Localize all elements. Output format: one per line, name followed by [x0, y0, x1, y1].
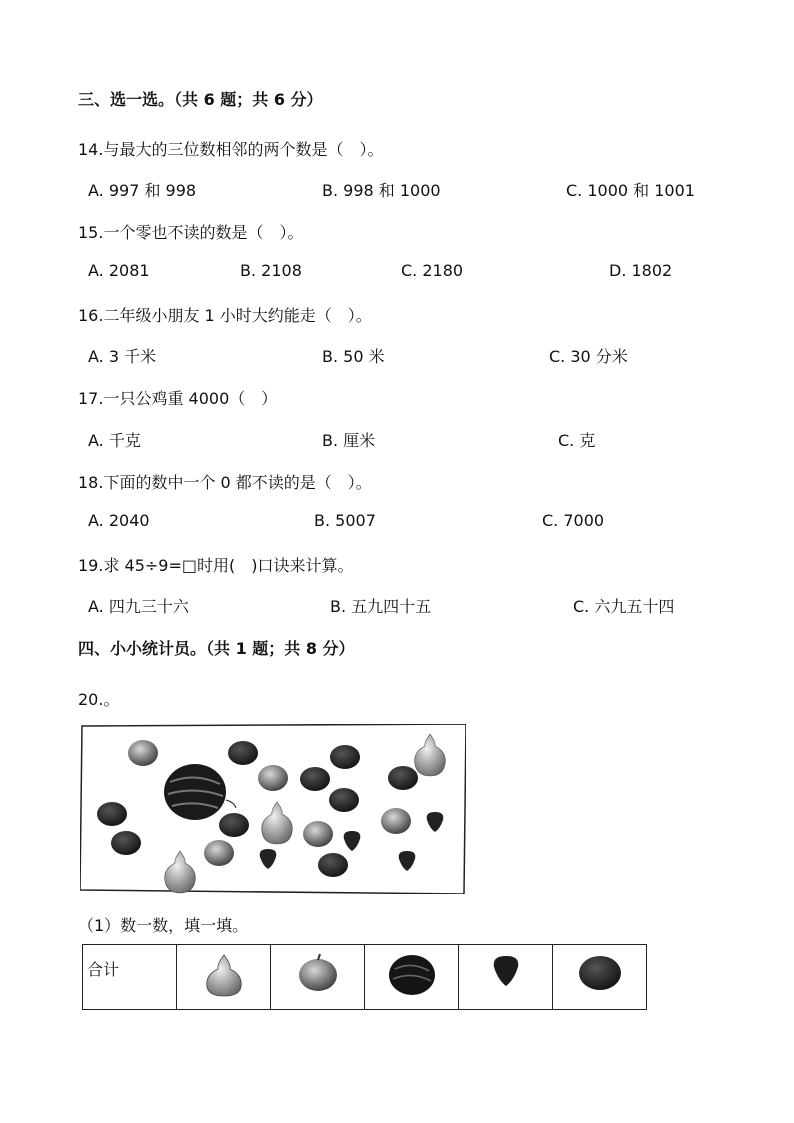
question-17: 17.一只公鸡重 4000（ ）: [78, 389, 278, 408]
strawberry-cell[interactable]: [459, 945, 553, 1010]
section-title: 四、小小统计员。（共 1 题；共 8 分）: [78, 639, 355, 658]
option-b: B. 厘米: [322, 431, 376, 450]
option-a: A. 2081: [88, 261, 150, 280]
option-a: A. 千克: [88, 431, 141, 450]
question-15: 15.一个零也不读的数是（ ）。: [78, 223, 304, 242]
orange-icon: [577, 953, 623, 993]
strawberry-icon: [491, 953, 521, 989]
option-b: B. 五九四十五: [330, 597, 432, 616]
sub-question-1: （1）数一数，填一填。: [78, 916, 249, 935]
option-c: C. 30 分米: [549, 347, 628, 366]
option-c: C. 六九五十四: [573, 597, 675, 616]
option-b: B. 5007: [314, 511, 376, 530]
question-18: 18.下面的数中一个 0 都不读的是（ ）。: [78, 473, 372, 492]
orange-cell[interactable]: [553, 945, 647, 1010]
question-20: 20.。: [78, 690, 120, 709]
option-a: A. 2040: [88, 511, 150, 530]
watermelon-icon: [387, 953, 437, 997]
apple-cell[interactable]: [271, 945, 365, 1010]
option-c: C. 克: [558, 431, 596, 450]
option-c: C. 1000 和 1001: [566, 181, 695, 200]
count-table: [82, 944, 647, 1010]
fruit-picture: [80, 724, 466, 894]
pear-icon: [204, 953, 244, 997]
option-a: A. 3 千米: [88, 347, 157, 366]
option-a: A. 四九三十六: [88, 597, 189, 616]
option-c: C. 7000: [542, 511, 605, 530]
total-label: 合计: [83, 945, 177, 1010]
watermelon-cell[interactable]: [365, 945, 459, 1010]
table-row: [83, 945, 647, 1010]
option-d: D. 1802: [609, 261, 673, 280]
option-a: A. 997 和 998: [88, 181, 197, 200]
option-b: B. 998 和 1000: [322, 181, 441, 200]
option-b: B. 2108: [240, 261, 302, 280]
option-c: C. 2180: [401, 261, 464, 280]
apple-icon: [296, 953, 340, 993]
question-19: 19.求 45÷9=□时用( )口诀来计算。: [78, 556, 354, 575]
section-title: 三、选一选。（共 6 题；共 6 分）: [78, 90, 323, 109]
question-16: 16.二年级小朋友 1 小时大约能走（ ）。: [78, 306, 372, 325]
pear-cell[interactable]: [177, 945, 271, 1010]
option-b: B. 50 米: [322, 347, 385, 366]
question-14: 14.与最大的三位数相邻的两个数是（ ）。: [78, 140, 384, 159]
